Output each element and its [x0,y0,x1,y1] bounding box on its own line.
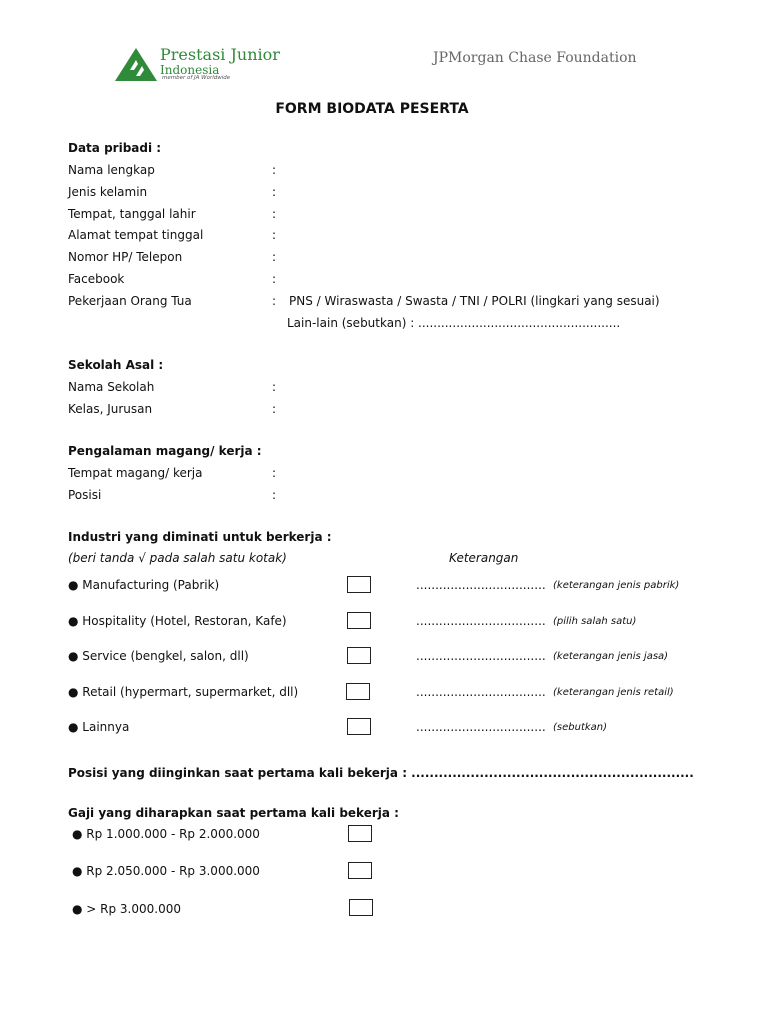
field-label-phone: Nomor HP/ Telepon [68,250,183,264]
personal-heading: Data pribadi : [68,141,162,155]
industry-option-service: ● Service (bengkel, salon, dll) [68,649,249,663]
salary-heading: Gaji yang diharapkan saat pertama kali bekerja : [68,806,399,820]
triangle-logo-icon [114,46,158,82]
field-colon: : [272,207,277,221]
field-colon: : [272,294,277,308]
note-dots[interactable]: .................................. [416,578,546,592]
field-colon: : [272,185,277,199]
org-tagline: member of JA Worldwide [162,75,231,81]
industry-option-hospitality: ● Hospitality (Hotel, Restoran, Kafe) [68,614,287,628]
position-wanted[interactable]: Posisi yang diinginkan saat pertama kali bekerja : .............................................................. [68,766,694,780]
notes-heading: Keterangan [449,551,519,565]
field-colon: : [272,250,277,264]
note-dots[interactable]: .................................. [416,649,546,663]
field-colon: : [272,380,277,394]
sponsor-name: JPMorgan Chase Foundation [433,50,637,66]
industry-option-manufacturing: ● Manufacturing (Pabrik) [68,578,220,592]
note-hint: (keterangan jenis jasa) [553,651,669,662]
note-hint: (keterangan jenis pabrik) [553,580,680,591]
field-label-parent-job: Pekerjaan Orang Tua [68,294,192,308]
field-colon: : [272,402,277,416]
salary-option-3: ● > Rp 3.000.000 [72,902,181,916]
field-colon: : [272,228,277,242]
checkbox-other[interactable] [347,718,371,735]
field-label-birth: Tempat, tanggal lahir [68,207,196,221]
checkbox-salary-1[interactable] [348,825,372,842]
org-name: Prestasi Junior [160,45,280,64]
school-heading: Sekolah Asal : [68,358,164,372]
note-dots[interactable]: .................................. [416,614,546,628]
checkbox-retail[interactable] [346,683,370,700]
checkbox-service[interactable] [347,647,371,664]
field-colon: : [272,488,277,502]
industry-option-retail: ● Retail (hypermart, supermarket, dll) [68,685,299,699]
page-title: FORM BIODATA PESERTA [275,101,469,117]
checkbox-salary-2[interactable] [348,862,372,879]
parent-job-options: PNS / Wiraswasta / Swasta / TNI / POLRI (lingkari yang sesuai) [289,294,660,308]
field-label-school-name: Nama Sekolah [68,380,155,394]
note-dots[interactable]: .................................. [416,720,546,734]
industry-heading: Industri yang diminati untuk berkerja : [68,530,332,544]
field-label-full-name: Nama lengkap [68,163,155,177]
note-hint: (sebutkan) [553,722,608,733]
note-hint: (keterangan jenis retail) [553,687,674,698]
field-colon: : [272,272,277,286]
industry-instruction: (beri tanda √ pada salah satu kotak) [68,551,287,565]
field-colon: : [272,163,277,177]
salary-option-1: ● Rp 1.000.000 - Rp 2.000.000 [72,827,260,841]
field-label-address: Alamat tempat tinggal [68,228,204,242]
checkbox-salary-3[interactable] [349,899,373,916]
industry-option-other: ● Lainnya [68,720,130,734]
field-colon: : [272,466,277,480]
experience-heading: Pengalaman magang/ kerja : [68,444,262,458]
note-dots[interactable]: .................................. [416,685,546,699]
field-label-class: Kelas, Jurusan [68,402,153,416]
field-label-gender: Jenis kelamin [68,185,148,199]
parent-job-other: Lain-lain (sebutkan) : ..................................................... [287,316,621,330]
salary-option-2: ● Rp 2.050.000 - Rp 3.000.000 [72,864,260,878]
field-label-facebook: Facebook [68,272,125,286]
checkbox-hospitality[interactable] [347,612,371,629]
field-label-internship-place: Tempat magang/ kerja [68,466,203,480]
field-label-position: Posisi [68,488,102,502]
note-hint: (pilih salah satu) [553,616,637,627]
org-country: Indonesia [160,63,220,77]
checkbox-manufacturing[interactable] [347,576,371,593]
